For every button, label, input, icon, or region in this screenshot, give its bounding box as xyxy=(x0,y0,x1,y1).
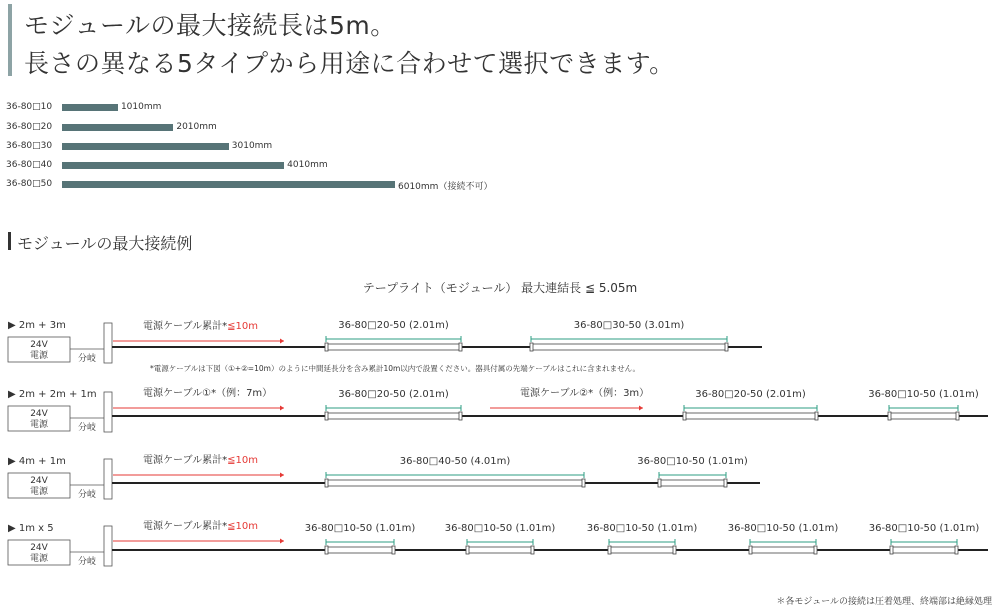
power-label-voltage: 24V xyxy=(30,409,48,419)
module-connector xyxy=(888,412,891,420)
module-connector xyxy=(673,546,676,554)
cable-limit: ≦10m xyxy=(227,321,258,332)
module-strip xyxy=(326,413,461,419)
module-label: 36-80□10-50 (1.01m) xyxy=(586,523,698,534)
power-label-text: 電源 xyxy=(29,420,49,430)
module-connector xyxy=(890,546,893,554)
cable-label: 電源ケーブル①*（例：7m） xyxy=(143,388,273,399)
module-strip xyxy=(531,344,727,350)
module-strip xyxy=(326,547,394,553)
cable-label: 電源ケーブル②*（例：3m） xyxy=(520,388,650,399)
module-connector xyxy=(815,412,818,420)
branch-label: 分岐 xyxy=(78,490,97,500)
module-connector xyxy=(325,479,328,487)
cable-note: *電源ケーブルは下図（①+②=10m）のように中間延長分を含み累計10m以内で設置ください。器具付属の先端ケーブルはこれに含まれません。 xyxy=(150,364,641,373)
module-connector xyxy=(749,546,752,554)
bar-value-label: 1010mm xyxy=(120,102,162,112)
cable-limit: ≦10m xyxy=(227,455,258,466)
power-label-text: 電源 xyxy=(29,554,49,564)
power-label-text: 電源 xyxy=(29,351,49,361)
module-label: 36-80□20-50 (2.01m) xyxy=(695,389,806,400)
bar-label: 36-80□30 xyxy=(6,141,53,151)
module-connector xyxy=(683,412,686,420)
branch-box xyxy=(104,392,112,432)
branch-label: 分岐 xyxy=(78,354,97,364)
cable-label: 電源ケーブル累計*≦10m xyxy=(143,455,258,466)
module-connector xyxy=(530,343,533,351)
cable-label: 電源ケーブル累計*≦10m xyxy=(143,521,258,532)
module-strip xyxy=(750,547,816,553)
module-label: 36-80□10-50 (1.01m) xyxy=(868,523,980,534)
bar-label: 36-80□40 xyxy=(6,160,53,170)
section-title: モジュールの最大接続例 xyxy=(17,234,193,253)
module-connector xyxy=(325,546,328,554)
module-connector xyxy=(392,546,395,554)
bar-label: 36-80□10 xyxy=(6,102,53,112)
module-label: 36-80□10-50 (1.01m) xyxy=(868,389,979,400)
module-connector xyxy=(955,546,958,554)
module-connector xyxy=(814,546,817,554)
module-label: 36-80□40-50 (4.01m) xyxy=(399,456,511,467)
cable-arrow-head xyxy=(639,406,643,411)
module-strip xyxy=(467,547,533,553)
branch-box xyxy=(104,526,112,566)
bar-label: 36-80□50 xyxy=(6,179,53,189)
module-connector xyxy=(956,412,959,420)
module-connector xyxy=(459,412,462,420)
bar-label: 36-80□20 xyxy=(6,122,53,132)
power-label-text: 電源 xyxy=(29,487,49,497)
headline-line-2: 長さの異なる5タイプから用途に合わせて選択できます。 xyxy=(24,49,675,78)
module-strip xyxy=(891,547,957,553)
module-connector xyxy=(724,479,727,487)
power-label-voltage: 24V xyxy=(30,340,48,350)
module-connector xyxy=(658,479,661,487)
module-connector xyxy=(725,343,728,351)
branch-label: 分岐 xyxy=(78,423,97,433)
module-strip xyxy=(609,547,675,553)
module-label: 36-80□10-50 (1.01m) xyxy=(304,523,416,534)
module-connector xyxy=(608,546,611,554)
module-connector xyxy=(531,546,534,554)
footnote: ＊各モジュールの接続は圧着処理、終端部は絶縁処理 xyxy=(776,597,992,607)
branch-box xyxy=(104,459,112,499)
row-name: ▶ 2m + 2m + 1m xyxy=(8,389,97,400)
module-label: 36-80□10-50 (1.01m) xyxy=(637,456,748,467)
module-label: 36-80□10-50 (1.01m) xyxy=(444,523,556,534)
module-connector xyxy=(582,479,585,487)
row-name: ▶ 2m + 3m xyxy=(8,320,66,331)
module-connector xyxy=(325,343,328,351)
cable-arrow-head xyxy=(280,339,284,344)
row-name: ▶ 1m x 5 xyxy=(8,523,54,534)
module-strip xyxy=(659,480,726,486)
cable-arrow-head xyxy=(280,473,284,478)
headline-line-1: モジュールの最大接続長は5m。 xyxy=(24,11,396,40)
module-label: 36-80□20-50 (2.01m) xyxy=(338,320,449,331)
module-strip xyxy=(326,344,461,350)
cable-label: 電源ケーブル累計*≦10m xyxy=(143,321,258,332)
module-connector xyxy=(466,546,469,554)
bar-value-label: 6010mm（接続不可） xyxy=(398,182,493,192)
module-connector xyxy=(459,343,462,351)
module-label: 36-80□30-50 (3.01m) xyxy=(573,320,685,331)
module-connector xyxy=(325,412,328,420)
diagram-title: テープライト（モジュール） 最大連結長 ≦ 5.05m xyxy=(362,281,638,295)
module-strip xyxy=(889,413,958,419)
bar-value-label: 2010mm xyxy=(176,122,217,132)
module-strip xyxy=(684,413,817,419)
cable-limit: ≦10m xyxy=(227,521,258,532)
module-label: 36-80□20-50 (2.01m) xyxy=(338,389,449,400)
row-name: ▶ 4m + 1m xyxy=(8,456,66,467)
module-strip xyxy=(326,480,584,486)
module-label: 36-80□10-50 (1.01m) xyxy=(727,523,839,534)
branch-box xyxy=(104,323,112,363)
power-label-voltage: 24V xyxy=(30,543,48,553)
bar-value-label: 4010mm xyxy=(287,160,328,170)
cable-arrow-head xyxy=(280,406,284,411)
branch-label: 分岐 xyxy=(78,557,97,567)
cable-arrow-head xyxy=(280,539,284,544)
power-label-voltage: 24V xyxy=(30,476,48,486)
bar-value-label: 3010mm xyxy=(231,141,273,151)
